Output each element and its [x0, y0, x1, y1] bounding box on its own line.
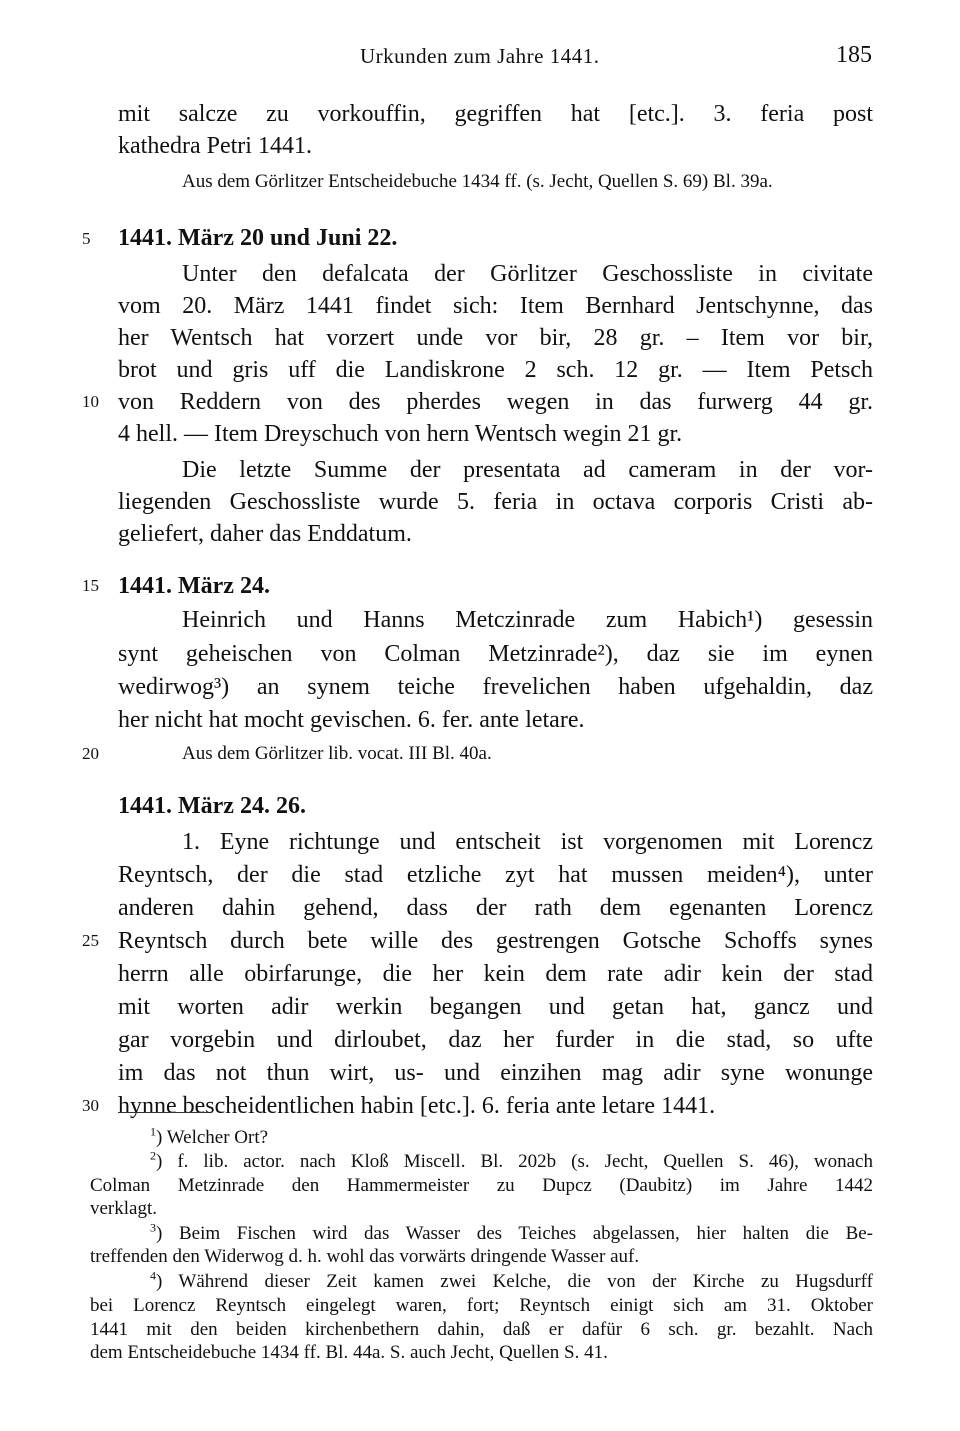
- footnote-mark: 1: [150, 1124, 156, 1139]
- text-line: im das not thun wirt, us- und einzihen mag adir syne wonunge: [118, 1060, 873, 1086]
- text-line: von Reddern von des pherdes wegen in das furwerg 44 gr.: [118, 389, 873, 415]
- footnote-text: Welcher Ort?: [166, 1127, 269, 1148]
- margin-line-number: 25: [82, 931, 99, 950]
- text-line: Reyntsch durch bete wille des gestrengen Gotsche Schoffs synes: [118, 928, 873, 954]
- footnote-rule: [118, 1112, 208, 1113]
- text-line: Reyntsch, der die stad etzliche zyt hat mussen meiden⁴), unter: [118, 862, 873, 888]
- text-line: vom 20. März 1441 findet sich: Item Bernhard Jentschynne, das: [118, 293, 873, 319]
- running-title: Urkunden zum Jahre 1441.: [360, 44, 600, 68]
- footnote-mark: 2: [150, 1148, 156, 1163]
- source-note: Aus dem Görlitzer Entscheidebuche 1434 ff. (s. Jecht, Quellen S. 69) Bl. 39a.: [182, 171, 773, 192]
- footnote-line: $^2$) f. lib. actor. nach Kloß Miscell. Bl. 202b (s. Jecht, Quellen S. 46), wonach: [150, 1148, 873, 1172]
- text-line: Unter den defalcata der Görlitzer Geschossliste in civitate: [182, 261, 873, 287]
- footnote-line: verklagt.: [90, 1198, 158, 1219]
- entry-heading: 1441. März 20 und Juni 22.: [118, 225, 398, 251]
- text-line: liegenden Geschossliste wurde 5. feria in octava corporis Cristi ab-: [118, 489, 873, 515]
- footnote-line: treffenden den Widerwog d. h. wohl das vorwärts dringende Wasser auf.: [90, 1246, 640, 1267]
- margin-line-number: 5: [82, 229, 91, 248]
- text-line: her nicht hat mocht gevischen. 6. fer. ante letare.: [118, 707, 585, 733]
- text-line: anderen dahin gehend, dass der rath dem egenanten Lorencz: [118, 895, 873, 921]
- entry-heading: 1441. März 24.: [118, 573, 270, 599]
- text-line: mit salcze zu vorkouffin, gegriffen hat [etc.]. 3. feria post: [118, 101, 873, 127]
- footnote-text: Beim Fischen wird das Wasser des Teiches abgelassen, hier halten die Be-: [178, 1223, 873, 1244]
- footnote-text: Während dieser Zeit kamen zwei Kelche, die von der Kirche zu Hugsdurff: [178, 1271, 873, 1292]
- footnote-line: $^4$) Während dieser Zeit kamen zwei Kelche, die von der Kirche zu Hugsdurff: [150, 1268, 873, 1292]
- text-line: mit worten adir werkin begangen und getan hat, gancz und: [118, 994, 873, 1020]
- text-line: Die letzte Summe der presentata ad cameram in der vor-: [182, 457, 873, 483]
- text-line: kathedra Petri 1441.: [118, 133, 312, 159]
- footnote-mark: 3: [150, 1220, 156, 1235]
- footnote-line: $^1$) Welcher Ort?: [150, 1124, 269, 1148]
- text-line: brot und gris uff die Landiskrone 2 sch. 12 gr. — Item Petsch: [118, 357, 873, 383]
- text-line: geliefert, daher das Enddatum.: [118, 521, 412, 547]
- source-note: Aus dem Görlitzer lib. vocat. III Bl. 40a.: [182, 743, 492, 764]
- footnote-line: dem Entscheidebuche 1434 ff. Bl. 44a. S. auch Jecht, Quellen S. 41.: [90, 1342, 608, 1363]
- text-line: Heinrich und Hanns Metczinrade zum Habich¹) gesessin: [182, 607, 873, 633]
- text-line: 4 hell. — Item Dreyschuch von hern Wentsch wegin 21 gr.: [118, 421, 683, 447]
- footnote-line: bei Lorencz Reyntsch eingelegt waren, fort; Reyntsch einigt sich am 31. Oktober: [90, 1295, 873, 1316]
- margin-line-number: 30: [82, 1096, 99, 1115]
- margin-line-number: 10: [82, 392, 99, 411]
- footnote-mark: 4: [150, 1268, 156, 1283]
- margin-line-number: 15: [82, 576, 99, 595]
- margin-line-number: 20: [82, 744, 99, 763]
- text-line: wedirwog³) an synem teiche frevelichen haben ufgehaldin, daz: [118, 674, 873, 700]
- footnote-line: Colman Metzinrade den Hammermeister zu Dupcz (Daubitz) im Jahre 1442: [90, 1175, 873, 1196]
- footnote-line: 1441 mit den beiden kirchenbethern dahin, daß er dafür 6 sch. gr. bezahlt. Nach: [90, 1319, 873, 1340]
- entry-heading: 1441. März 24. 26.: [118, 793, 306, 819]
- text-line: her Wentsch hat vorzert unde vor bir, 28 gr. – Item vor bir,: [118, 325, 873, 351]
- footnote-line: $^3$) Beim Fischen wird das Wasser des Teiches abgelassen, hier halten die Be-: [150, 1220, 873, 1244]
- footnote-text: f. lib. actor. nach Kloß Miscell. Bl. 202b (s. Jecht, Quellen S. 46), wonach: [177, 1151, 873, 1172]
- text-line: herrn alle obirfarunge, die her kein dem rate adir kein der stad: [118, 961, 873, 987]
- text-line: hynne bescheidentlichen habin [etc.]. 6. feria ante letare 1441.: [118, 1093, 716, 1119]
- text-line: synt geheischen von Colman Metzinrade²), daz sie im eynen: [118, 641, 873, 667]
- text-line: gar vorgebin und dirloubet, daz her furder in die stad, so ufte: [118, 1027, 873, 1053]
- page-number: 185: [836, 42, 872, 68]
- text-line: 1. Eyne richtunge und entscheit ist vorgenomen mit Lorencz: [182, 829, 873, 855]
